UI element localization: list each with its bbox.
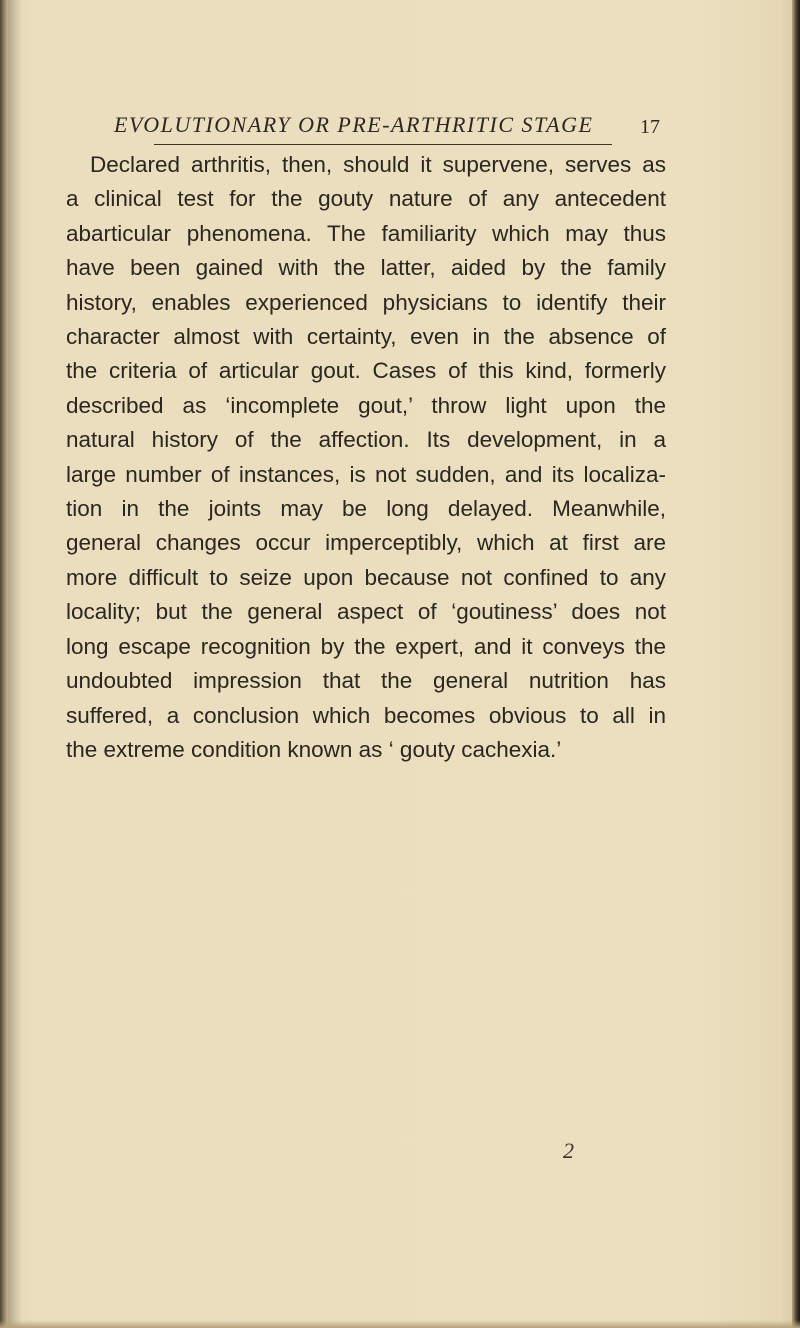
text-line: have been gained with the latter, aided by the family: [66, 255, 666, 281]
signature-mark: 2: [563, 1138, 574, 1163]
text-line: a clinical test for the gouty nature of any antecedent: [66, 186, 666, 212]
page-edge-right: [792, 0, 800, 1328]
header-rule: [154, 144, 612, 145]
text-line: described as ‘incomplete gout,’ throw light upon the: [66, 392, 666, 418]
running-head: [114, 102, 674, 142]
text-line: general changes occur imperceptibly, which at first are: [66, 530, 666, 556]
text-line: Declared arthritis, then, should it supervene, serves as: [90, 152, 666, 177]
text-line: more difficult to seize upon because not confined to any: [66, 564, 666, 590]
text-line: natural history of the affection. Its development, in a: [66, 427, 666, 453]
running-head-title: EVOLUTIONARY OR PRE-ARTHRITIC STAGE: [114, 112, 594, 137]
text-line: large number of instances, is not sudden, and its localiza-: [66, 461, 666, 487]
page-edge-bottom: [0, 1320, 800, 1328]
binding-shadow: [8, 0, 22, 1328]
body-paragraph: [66, 148, 666, 767]
text-line: abarticular phenomena. The familiarity which may thus: [66, 220, 666, 246]
text-line: suffered, a conclusion which becomes obvious to all in: [66, 702, 666, 728]
text-line: the criteria of articular gout. Cases of this kind, formerly: [66, 358, 666, 384]
text-line: undoubted impression that the general nutrition has: [66, 668, 666, 694]
text-line: long escape recognition by the expert, and it conveys the: [66, 633, 666, 659]
binding-edge-left: [0, 0, 8, 1328]
text-line: tion in the joints may be long delayed. Meanwhile,: [66, 496, 666, 522]
text-line: history, enables experienced physicians to identify their: [66, 289, 666, 315]
page-number: 17: [640, 116, 660, 138]
text-line: character almost with certainty, even in the absence of: [66, 324, 666, 350]
text-line: locality; but the general aspect of ‘goutiness’ does not: [66, 599, 666, 625]
text-line: the extreme condition known as ‘ gouty cachexia.’: [66, 736, 562, 762]
